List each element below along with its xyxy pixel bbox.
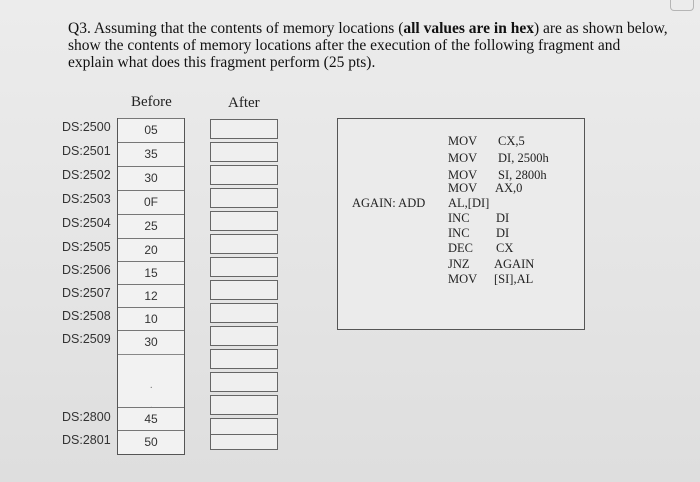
after-cell[interactable]	[210, 434, 278, 450]
before-cell: 30	[118, 166, 184, 189]
before-cell: 25	[118, 214, 184, 237]
before-cell: 10	[118, 307, 184, 330]
addr-2505: DS:2505	[62, 240, 111, 254]
code-args: DI, 2500h	[498, 151, 549, 165]
code-args: AGAIN	[494, 257, 535, 271]
code-args: CX	[496, 241, 514, 255]
code-args: DI	[496, 211, 510, 225]
after-cell[interactable]	[210, 211, 278, 231]
ellipsis-dot: .	[150, 380, 153, 391]
after-cell[interactable]	[210, 234, 278, 254]
code-args: AL,[DI]	[448, 196, 490, 210]
question-prefix: Q3. Assuming that the contents of memory locations (	[68, 20, 404, 37]
code-op: MOV	[448, 168, 478, 182]
after-cell[interactable]	[210, 303, 278, 323]
code-op: JNZ	[448, 257, 470, 271]
before-cell: 45	[118, 407, 184, 430]
after-cell[interactable]	[210, 326, 278, 346]
before-cell: 15	[118, 261, 184, 284]
after-cell[interactable]	[210, 142, 278, 162]
before-cell: 35	[118, 142, 184, 165]
question-bold: all values are in hex	[403, 20, 534, 37]
code-op: DEC	[448, 241, 473, 255]
addr-2508: DS:2508	[62, 309, 111, 323]
addr-2501: DS:2501	[62, 144, 111, 158]
code-args: [SI],AL	[494, 272, 534, 286]
before-cell-empty	[118, 354, 184, 377]
before-cell: 50	[118, 430, 184, 453]
before-header: Before	[131, 94, 172, 110]
before-cell: 20	[118, 238, 184, 261]
after-cell[interactable]	[210, 349, 278, 369]
ellipsis-dot: .	[150, 400, 153, 411]
addr-2506: DS:2506	[62, 263, 111, 277]
addr-2504: DS:2504	[62, 216, 111, 230]
addr-2500: DS:2500	[62, 120, 111, 134]
code-args: SI, 2800h	[498, 168, 547, 182]
after-cell[interactable]	[210, 119, 278, 139]
page-corner-icon	[670, 0, 694, 11]
after-cell[interactable]	[210, 165, 278, 185]
addr-2502: DS:2502	[62, 168, 111, 182]
after-cell[interactable]	[210, 257, 278, 277]
addr-2507: DS:2507	[62, 286, 111, 300]
code-args: AX,0	[495, 181, 523, 195]
code-op: INC	[448, 211, 470, 225]
before-cell: 30	[118, 330, 184, 353]
code-op: MOV	[448, 151, 478, 165]
after-header: After	[228, 95, 260, 111]
before-cell: 12	[118, 284, 184, 307]
code-args: DI	[496, 226, 510, 240]
before-column	[117, 118, 185, 455]
code-op: MOV	[448, 181, 478, 195]
code-op: MOV	[448, 272, 478, 286]
code-fragment-box	[337, 118, 585, 330]
addr-2801: DS:2801	[62, 433, 111, 447]
code-op: INC	[448, 226, 470, 240]
code-op: MOV	[448, 134, 478, 148]
code-args: CX,5	[498, 134, 525, 148]
question-text	[68, 20, 668, 71]
addr-2503: DS:2503	[62, 192, 111, 206]
after-cell[interactable]	[210, 372, 278, 392]
before-cell: 05	[118, 118, 184, 141]
after-column	[208, 118, 280, 454]
after-cell[interactable]	[210, 395, 278, 415]
question-suffix: ) are as shown below, show the contents of memory locations after the execution of the following fragment and explain what does this fragment perform (25 pts).	[68, 20, 668, 71]
code-label: AGAIN: ADD	[352, 196, 426, 210]
before-cell: 0F	[118, 190, 184, 213]
after-cell[interactable]	[210, 188, 278, 208]
addr-2800: DS:2800	[62, 410, 111, 424]
addr-2509: DS:2509	[62, 332, 111, 346]
after-cell[interactable]	[210, 280, 278, 300]
